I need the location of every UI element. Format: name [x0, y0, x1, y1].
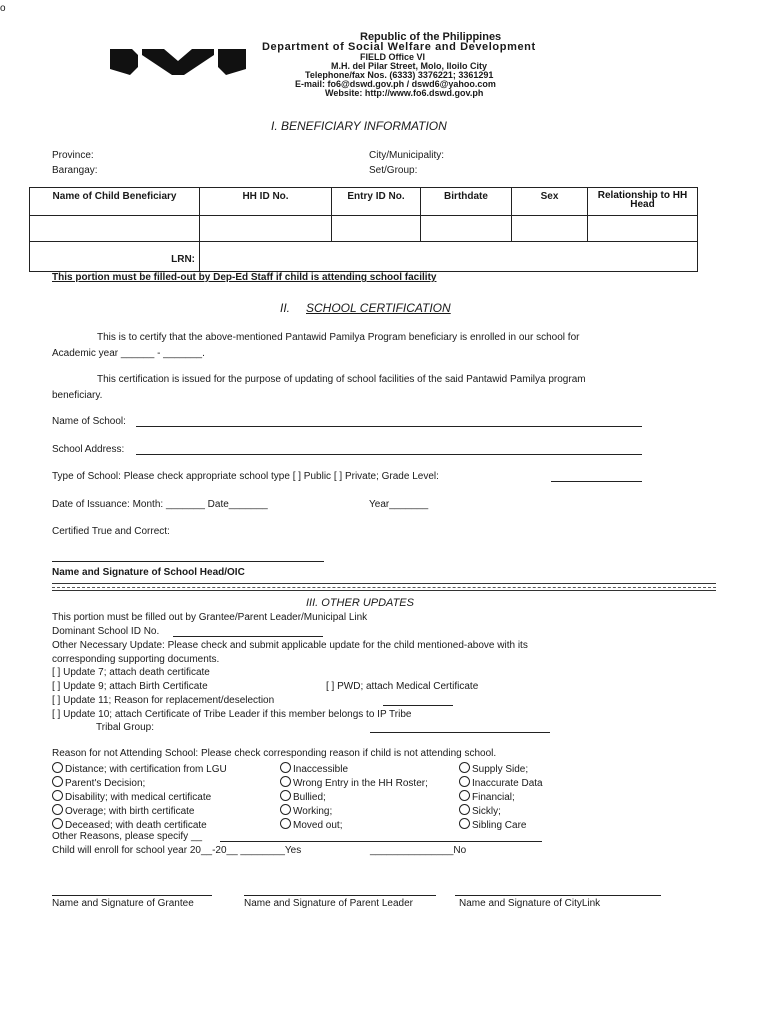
cell-sex[interactable]: [512, 216, 588, 242]
school-address-field[interactable]: [136, 454, 642, 455]
reason-supply-side[interactable]: Supply Side;: [459, 762, 528, 775]
radio-icon: [52, 818, 63, 829]
reason-header: Reason for not Attending School: Please check corresponding reason if child is not attending school.: [52, 748, 497, 759]
issuance-year: Year_______: [369, 499, 429, 510]
reason-working[interactable]: Working;: [280, 804, 332, 817]
reason-moved-out[interactable]: Moved out;: [280, 818, 342, 831]
section3-intro: This portion must be filled out by Grantee/Parent Leader/Municipal Link: [52, 612, 368, 623]
other-update-b: corresponding supporting documents.: [52, 654, 220, 665]
other-reasons-field[interactable]: [220, 841, 542, 842]
update-11[interactable]: [ ] Update 11; Reason for replacement/deselection: [52, 695, 275, 706]
cell-entry-id[interactable]: [332, 216, 421, 242]
header-office: FIELD Office VI: [360, 52, 426, 62]
section3-title: III. OTHER UPDATES: [306, 597, 414, 609]
lrn-field[interactable]: [200, 242, 698, 272]
radio-icon: [280, 818, 291, 829]
other-reasons-label: Other Reasons, please specify __: [52, 831, 203, 842]
province-label: Province:: [52, 150, 94, 161]
header-department: Department of Social Welfare and Development: [262, 41, 536, 53]
separator-bottom: [52, 590, 716, 591]
school-name-label: Name of School:: [52, 416, 126, 427]
cell-relationship[interactable]: [588, 216, 698, 242]
issuance-month-date: Date of Issuance: Month: _______ Date_______: [52, 499, 268, 510]
school-head-signature-label: Name and Signature of School Head/OIC: [52, 567, 245, 578]
replacement-reason-field[interactable]: [383, 705, 453, 706]
section1-title: I. BENEFICIARY INFORMATION: [271, 119, 447, 133]
radio-icon: [52, 762, 63, 773]
citylink-signature-label: Name and Signature of CityLink: [459, 898, 601, 909]
school-head-signature-line[interactable]: [52, 561, 324, 562]
certified-label: Certified True and Correct:: [52, 526, 170, 537]
cell-child-name[interactable]: [30, 216, 200, 242]
grantee-signature-line[interactable]: [52, 895, 212, 896]
reason-wrong-entry[interactable]: Wrong Entry in the HH Roster;: [280, 776, 428, 789]
section2-num: II.: [280, 301, 291, 315]
cell-birthdate[interactable]: [421, 216, 512, 242]
radio-icon: [280, 776, 291, 787]
reason-distance[interactable]: Distance; with certification from LGU: [52, 762, 227, 775]
reason-financial[interactable]: Financial;: [459, 790, 515, 803]
reason-overage[interactable]: Overage; with birth certificate: [52, 804, 195, 817]
cell-hh-id[interactable]: [200, 216, 332, 242]
update-10[interactable]: [ ] Update 10; attach Certificate of Tribe Leader if this member belongs to IP Tribe: [52, 709, 412, 720]
col-birthdate: Birthdate: [421, 188, 512, 216]
city-label: City/Municipality:: [369, 150, 445, 161]
radio-icon: [52, 776, 63, 787]
cert-para1-b: Academic year ______ - _______.: [52, 348, 205, 359]
update-7[interactable]: [ ] Update 7; attach death certificate: [52, 667, 210, 678]
update-9[interactable]: [ ] Update 9; attach Birth Certificate: [52, 681, 208, 692]
radio-icon: [459, 762, 470, 773]
reason-disability[interactable]: Disability; with medical certificate: [52, 790, 211, 803]
beneficiary-table: [29, 187, 698, 272]
radio-icon: [459, 790, 470, 801]
section2-title: SCHOOL CERTIFICATION: [306, 301, 451, 315]
header-telephone: Telephone/fax Nos. (6333) 3376221; 3361291: [305, 70, 494, 80]
parent-leader-signature-label: Name and Signature of Parent Leader: [244, 898, 413, 909]
other-update-a: Other Necessary Update: Please check and submit applicable update for the child mentioned-above with its: [52, 640, 528, 651]
radio-icon: [459, 818, 470, 829]
radio-icon: [52, 804, 63, 815]
depe-note: This portion must be filled-out by Dep-Ed Staff if child is attending school facility: [52, 272, 437, 283]
reason-parents-decision[interactable]: Parent's Decision;: [52, 776, 145, 789]
radio-icon: [280, 762, 291, 773]
col-child-name: Name of Child Beneficiary: [30, 188, 200, 216]
header-website: Website: http://www.fo6.dswd.gov.ph: [325, 88, 484, 98]
dswd-logo: [110, 43, 246, 75]
header-republic: Republic of the Philippines: [360, 31, 502, 43]
radio-icon: [280, 804, 291, 815]
update-pwd[interactable]: [ ] PWD; attach Medical Certificate: [326, 681, 479, 692]
separator-top: [52, 583, 716, 584]
school-address-label: School Address:: [52, 444, 125, 455]
parent-leader-signature-line[interactable]: [244, 895, 436, 896]
col-entry-id: Entry ID No.: [332, 188, 421, 216]
corner-mark: o: [0, 3, 6, 14]
header-address: M.H. del Pilar Street, Molo, Iloilo City: [331, 61, 488, 71]
col-sex: Sex: [512, 188, 588, 216]
header-email: E-mail: fo6@dswd.gov.ph / dswd6@yahoo.com: [295, 79, 496, 89]
dominant-school-id-field[interactable]: [173, 636, 323, 637]
enroll-yes[interactable]: Child will enroll for school year 20__-20__ ________Yes: [52, 845, 302, 856]
radio-icon: [459, 804, 470, 815]
reason-inaccurate-data[interactable]: Inaccurate Data: [459, 776, 543, 789]
separator-mid: [52, 587, 716, 588]
reason-sickly[interactable]: Sickly;: [459, 804, 501, 817]
grantee-signature-label: Name and Signature of Grantee: [52, 898, 194, 909]
school-type-label: Type of School: Please check appropriate school type [ ] Public [ ] Private; Grade Level:: [52, 471, 439, 482]
cert-para1-a: This is to certify that the above-mentioned Pantawid Pamilya Program beneficiary is enrolled in our school for: [97, 332, 580, 343]
reason-inaccessible[interactable]: Inaccessible: [280, 762, 348, 775]
dominant-school-id-label: Dominant School ID No.: [52, 626, 160, 637]
school-name-field[interactable]: [136, 426, 642, 427]
tribal-group-label: Tribal Group:: [96, 722, 154, 733]
reason-deceased[interactable]: Deceased; with death certificate: [52, 818, 207, 831]
cert-para2-b: beneficiary.: [52, 390, 103, 401]
col-hh-id: HH ID No.: [200, 188, 332, 216]
radio-icon: [459, 776, 470, 787]
reason-sibling-care[interactable]: Sibling Care: [459, 818, 526, 831]
set-group-label: Set/Group:: [369, 165, 418, 176]
radio-icon: [52, 790, 63, 801]
radio-icon: [280, 790, 291, 801]
lrn-label: LRN:: [30, 242, 200, 272]
grade-level-field[interactable]: [551, 481, 642, 482]
barangay-label: Barangay:: [52, 165, 98, 176]
tribal-group-field[interactable]: [370, 732, 550, 733]
enroll-no[interactable]: _______________No: [370, 845, 467, 856]
col-relationship: Relationship to HH Head: [588, 188, 698, 216]
citylink-signature-line[interactable]: [455, 895, 661, 896]
reason-bullied[interactable]: Bullied;: [280, 790, 326, 803]
cert-para2-a: This certification is issued for the purpose of updating of school facilities of the said Pantawid Pamilya program: [97, 374, 586, 385]
